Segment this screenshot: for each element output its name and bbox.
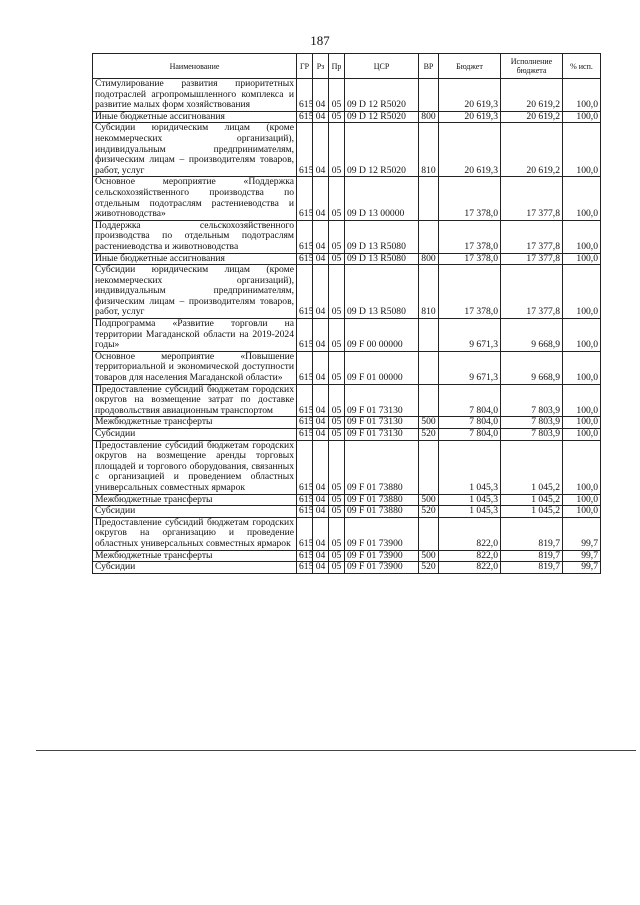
cell-csr: 09 F 01 73880 <box>345 494 419 506</box>
cell-pr: 05 <box>329 417 345 429</box>
cell-pr: 05 <box>329 177 345 220</box>
cell-vr <box>419 79 439 112</box>
cell-execution: 20 619,2 <box>501 123 563 177</box>
cell-vr: 520 <box>419 562 439 574</box>
cell-pr: 05 <box>329 220 345 253</box>
cell-budget: 9 671,3 <box>439 351 501 384</box>
cell-csr: 09 F 01 73880 <box>345 506 419 518</box>
cell-name: Основное мероприятие «Поддержка сельскохозяйственного производства по отдельным подотраслям растениеводства и животноводства» <box>93 177 297 220</box>
table-row <box>93 265 601 319</box>
cell-execution: 819,7 <box>501 562 563 574</box>
cell-pr: 05 <box>329 79 345 112</box>
cell-csr: 09 F 01 73900 <box>345 562 419 574</box>
cell-percent: 100,0 <box>563 253 601 265</box>
cell-execution: 17 377,8 <box>501 220 563 253</box>
table-body <box>93 79 601 574</box>
cell-rz: 04 <box>313 220 329 253</box>
cell-pr: 05 <box>329 384 345 417</box>
header-pr: Пр <box>329 54 345 79</box>
cell-pr: 05 <box>329 253 345 265</box>
cell-vr: 500 <box>419 550 439 562</box>
cell-rz: 04 <box>313 562 329 574</box>
cell-percent: 100,0 <box>563 265 601 319</box>
cell-percent: 100,0 <box>563 123 601 177</box>
cell-name: Межбюджетные трансферты <box>93 550 297 562</box>
cell-rz: 04 <box>313 550 329 562</box>
cell-pr: 05 <box>329 351 345 384</box>
cell-csr: 09 D 13 R5080 <box>345 265 419 319</box>
cell-rz: 04 <box>313 417 329 429</box>
cell-execution: 20 619,2 <box>501 79 563 112</box>
cell-gr: 615 <box>297 220 313 253</box>
cell-rz: 04 <box>313 494 329 506</box>
cell-budget: 1 045,3 <box>439 440 501 494</box>
table-row <box>93 79 601 112</box>
cell-percent: 100,0 <box>563 417 601 429</box>
cell-name: Стимулирование развития приоритетных подотраслей агропромышленного комплекса и развитие малых форм хозяйствования <box>93 79 297 112</box>
cell-pr: 05 <box>329 506 345 518</box>
cell-execution: 17 377,8 <box>501 253 563 265</box>
cell-name: Субсидии <box>93 429 297 441</box>
cell-csr: 09 D 13 R5080 <box>345 220 419 253</box>
cell-rz: 04 <box>313 253 329 265</box>
table-row <box>93 550 601 562</box>
cell-budget: 7 804,0 <box>439 417 501 429</box>
cell-csr: 09 F 01 73900 <box>345 550 419 562</box>
cell-gr: 615 <box>297 111 313 123</box>
cell-name: Субсидии юридическим лицам (кроме некоммерческих организаций), индивидуальным предпринимателям, физическим лицам – производителям товаров, работ, услуг <box>93 265 297 319</box>
cell-csr: 09 F 00 00000 <box>345 319 419 352</box>
cell-execution: 9 668,9 <box>501 319 563 352</box>
table-row <box>93 319 601 352</box>
table-row <box>93 177 601 220</box>
cell-percent: 99,7 <box>563 517 601 550</box>
cell-gr: 615 <box>297 440 313 494</box>
cell-gr: 615 <box>297 123 313 177</box>
cell-percent: 100,0 <box>563 384 601 417</box>
header-percent: % исп. <box>563 54 601 79</box>
cell-rz: 04 <box>313 351 329 384</box>
cell-name: Поддержка сельскохозяйственного производства по отдельным подотраслям растениеводства и животноводства <box>93 220 297 253</box>
cell-rz: 04 <box>313 440 329 494</box>
cell-vr: 500 <box>419 417 439 429</box>
cell-budget: 17 378,0 <box>439 177 501 220</box>
cell-budget: 20 619,3 <box>439 111 501 123</box>
cell-percent: 100,0 <box>563 79 601 112</box>
cell-pr: 05 <box>329 429 345 441</box>
budget-execution-table <box>92 53 601 574</box>
cell-pr: 05 <box>329 517 345 550</box>
cell-execution: 1 045,2 <box>501 494 563 506</box>
cell-budget: 1 045,3 <box>439 506 501 518</box>
cell-budget: 1 045,3 <box>439 494 501 506</box>
cell-budget: 17 378,0 <box>439 220 501 253</box>
cell-budget: 9 671,3 <box>439 319 501 352</box>
cell-percent: 100,0 <box>563 111 601 123</box>
cell-budget: 822,0 <box>439 517 501 550</box>
cell-percent: 100,0 <box>563 220 601 253</box>
cell-name: Подпрограмма «Развитие торговли на территории Магаданской области на 2019-2024 годы» <box>93 319 297 352</box>
cell-execution: 7 803,9 <box>501 417 563 429</box>
cell-name: Межбюджетные трансферты <box>93 494 297 506</box>
cell-rz: 04 <box>313 111 329 123</box>
cell-vr: 800 <box>419 111 439 123</box>
table-row <box>93 111 601 123</box>
cell-csr: 09 F 01 73130 <box>345 429 419 441</box>
header-budget: Бюджет <box>439 54 501 79</box>
cell-pr: 05 <box>329 123 345 177</box>
cell-gr: 615 <box>297 253 313 265</box>
table-header-row <box>93 54 601 79</box>
cell-rz: 04 <box>313 79 329 112</box>
cell-percent: 99,7 <box>563 562 601 574</box>
table-row <box>93 384 601 417</box>
cell-vr: 520 <box>419 429 439 441</box>
cell-gr: 615 <box>297 351 313 384</box>
cell-name: Межбюджетные трансферты <box>93 417 297 429</box>
cell-vr: 520 <box>419 506 439 518</box>
cell-gr: 615 <box>297 494 313 506</box>
table-row <box>93 517 601 550</box>
cell-rz: 04 <box>313 265 329 319</box>
cell-execution: 9 668,9 <box>501 351 563 384</box>
cell-pr: 05 <box>329 111 345 123</box>
cell-gr: 615 <box>297 265 313 319</box>
cell-rz: 04 <box>313 517 329 550</box>
cell-budget: 822,0 <box>439 550 501 562</box>
cell-percent: 100,0 <box>563 351 601 384</box>
cell-gr: 615 <box>297 562 313 574</box>
cell-pr: 05 <box>329 440 345 494</box>
cell-name: Иные бюджетные ассигнования <box>93 253 297 265</box>
header-gr: ГР <box>297 54 313 79</box>
cell-percent: 100,0 <box>563 494 601 506</box>
cell-vr: 800 <box>419 253 439 265</box>
cell-vr <box>419 384 439 417</box>
cell-vr <box>419 177 439 220</box>
cell-name: Субсидии <box>93 506 297 518</box>
header-execution: Исполнение бюджета <box>501 54 563 79</box>
cell-budget: 7 804,0 <box>439 429 501 441</box>
cell-vr <box>419 440 439 494</box>
table-row <box>93 220 601 253</box>
cell-vr: 500 <box>419 494 439 506</box>
cell-pr: 05 <box>329 550 345 562</box>
cell-gr: 615 <box>297 384 313 417</box>
cell-budget: 822,0 <box>439 562 501 574</box>
cell-rz: 04 <box>313 177 329 220</box>
cell-pr: 05 <box>329 562 345 574</box>
cell-vr: 810 <box>419 123 439 177</box>
cell-name: Предоставление субсидий бюджетам городских округов на возмещение затрат по доставке продовольствия авиационным транспортом <box>93 384 297 417</box>
cell-pr: 05 <box>329 265 345 319</box>
cell-csr: 09 D 12 R5020 <box>345 79 419 112</box>
cell-execution: 17 377,8 <box>501 177 563 220</box>
cell-csr: 09 F 01 73130 <box>345 417 419 429</box>
cell-percent: 100,0 <box>563 440 601 494</box>
cell-csr: 09 D 13 R5080 <box>345 253 419 265</box>
cell-execution: 20 619,2 <box>501 111 563 123</box>
table-row <box>93 506 601 518</box>
cell-rz: 04 <box>313 319 329 352</box>
table-row <box>93 494 601 506</box>
cell-vr <box>419 220 439 253</box>
table-row <box>93 440 601 494</box>
cell-budget: 20 619,3 <box>439 123 501 177</box>
cell-gr: 615 <box>297 429 313 441</box>
cell-csr: 09 F 01 73880 <box>345 440 419 494</box>
cell-gr: 615 <box>297 319 313 352</box>
cell-gr: 615 <box>297 550 313 562</box>
cell-vr <box>419 319 439 352</box>
cell-budget: 17 378,0 <box>439 253 501 265</box>
cell-gr: 615 <box>297 517 313 550</box>
cell-budget: 20 619,3 <box>439 79 501 112</box>
cell-gr: 615 <box>297 506 313 518</box>
bottom-divider <box>36 750 636 751</box>
table-row <box>93 351 601 384</box>
cell-percent: 99,7 <box>563 550 601 562</box>
cell-pr: 05 <box>329 319 345 352</box>
cell-name: Субсидии юридическим лицам (кроме некоммерческих организаций), индивидуальным предпринимателям, физическим лицам – производителям товаров, работ, услуг <box>93 123 297 177</box>
cell-csr: 09 D 12 R5020 <box>345 123 419 177</box>
cell-execution: 17 377,8 <box>501 265 563 319</box>
cell-budget: 17 378,0 <box>439 265 501 319</box>
cell-rz: 04 <box>313 429 329 441</box>
cell-rz: 04 <box>313 384 329 417</box>
cell-percent: 100,0 <box>563 429 601 441</box>
header-vr: ВР <box>419 54 439 79</box>
cell-gr: 615 <box>297 79 313 112</box>
cell-name: Субсидии <box>93 562 297 574</box>
cell-gr: 615 <box>297 417 313 429</box>
cell-execution: 1 045,2 <box>501 506 563 518</box>
cell-percent: 100,0 <box>563 506 601 518</box>
header-rz: Рз <box>313 54 329 79</box>
cell-name: Предоставление субсидий бюджетам городских округов на организацию и проведение областных универсальных совместных ярмарок <box>93 517 297 550</box>
cell-percent: 100,0 <box>563 177 601 220</box>
cell-execution: 819,7 <box>501 550 563 562</box>
cell-csr: 09 D 12 R5020 <box>345 111 419 123</box>
cell-percent: 100,0 <box>563 319 601 352</box>
table-row <box>93 429 601 441</box>
header-csr: ЦСР <box>345 54 419 79</box>
cell-gr: 615 <box>297 177 313 220</box>
cell-rz: 04 <box>313 123 329 177</box>
cell-vr: 810 <box>419 265 439 319</box>
cell-name: Предоставление субсидий бюджетам городских округов на возмещение аренды торговых площадей и торгового оборудования, связанных с организацией и проведением областных универсальных совместных ярмарок <box>93 440 297 494</box>
cell-execution: 1 045,2 <box>501 440 563 494</box>
cell-execution: 819,7 <box>501 517 563 550</box>
cell-csr: 09 F 01 73900 <box>345 517 419 550</box>
cell-name: Основное мероприятие «Повышение территориальной и экономической доступности товаров для населения Магаданской области» <box>93 351 297 384</box>
cell-vr <box>419 517 439 550</box>
cell-execution: 7 803,9 <box>501 429 563 441</box>
header-name: Наименование <box>93 54 297 79</box>
cell-csr: 09 D 13 00000 <box>345 177 419 220</box>
table-row <box>93 562 601 574</box>
table-row <box>93 253 601 265</box>
cell-csr: 09 F 01 73130 <box>345 384 419 417</box>
cell-budget: 7 804,0 <box>439 384 501 417</box>
cell-name: Иные бюджетные ассигнования <box>93 111 297 123</box>
table-row <box>93 123 601 177</box>
cell-vr <box>419 351 439 384</box>
table-row <box>93 417 601 429</box>
cell-execution: 7 803,9 <box>501 384 563 417</box>
cell-pr: 05 <box>329 494 345 506</box>
page-number: 187 <box>310 33 330 48</box>
cell-csr: 09 F 01 00000 <box>345 351 419 384</box>
cell-rz: 04 <box>313 506 329 518</box>
